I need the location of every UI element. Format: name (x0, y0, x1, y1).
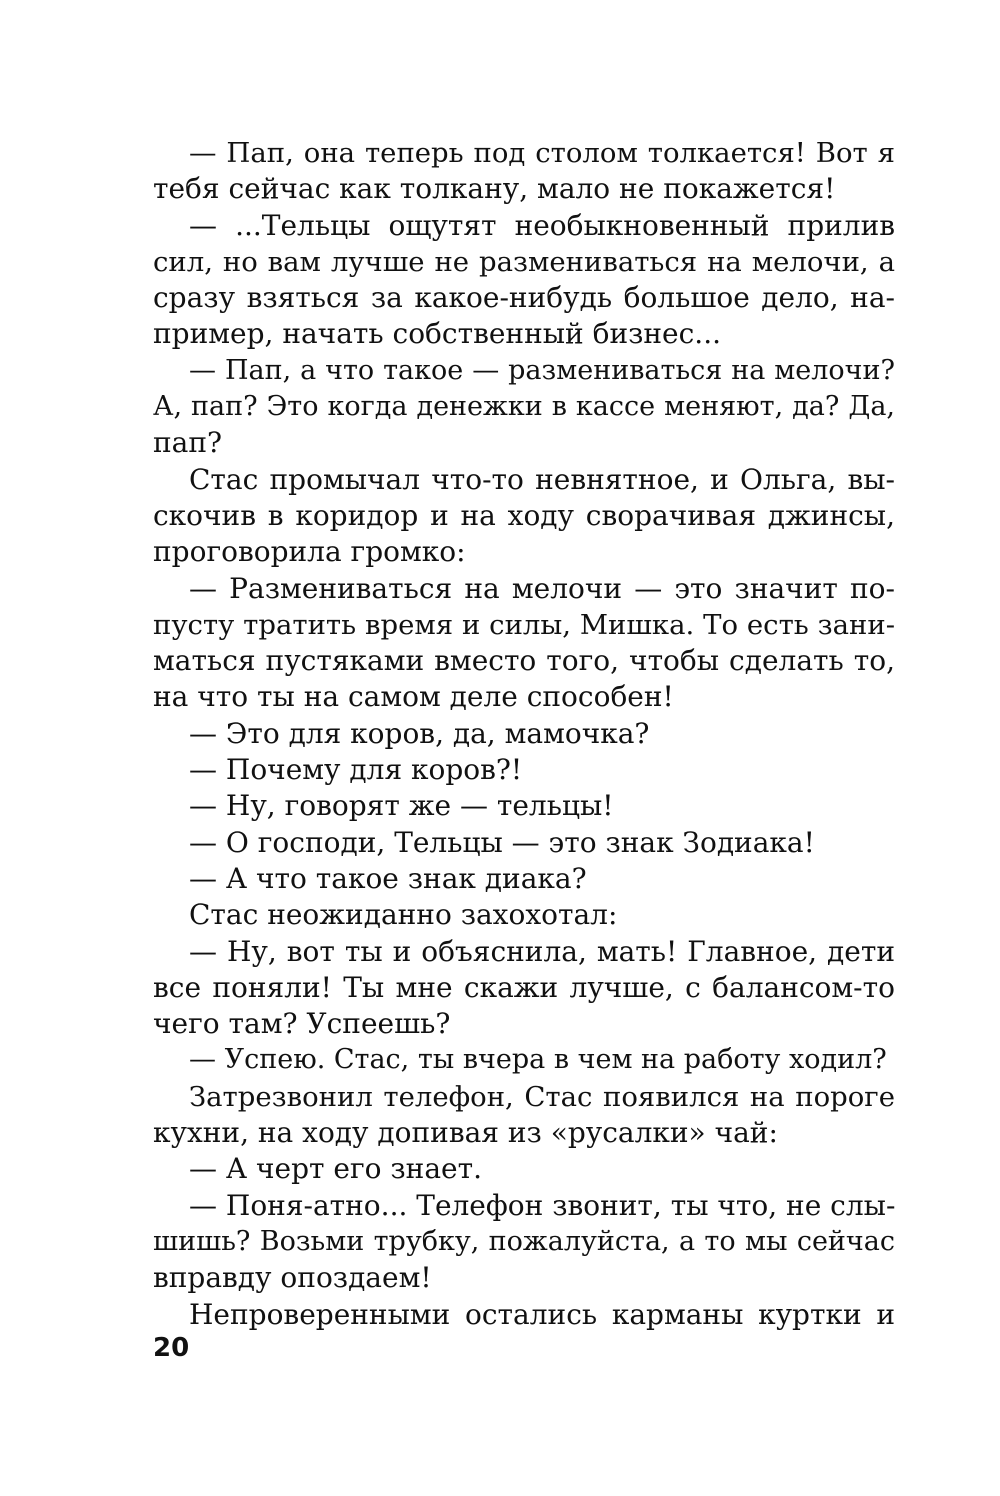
text-line: — Пап, она теперь под столом толкается! Вот я (189, 137, 895, 169)
text-line: — Поня-атно... Телефон звонит, ты что, не слы- (189, 1188, 896, 1222)
text-line: — Размениваться на мелочи — это значит по- (189, 571, 895, 605)
text-line: Стас неожиданно захохотал: (189, 898, 618, 932)
text-line: кухни, на ходу допивая из «русалки» чай: (153, 1116, 778, 1150)
text-line: тебя сейчас как толкану, мало не покажется! (153, 172, 836, 206)
page-number: 20 (153, 1333, 190, 1363)
text-line: — Это для коров, да, мамочка? (189, 716, 650, 750)
text-line: скочив в коридор и на ходу сворачивая джинсы, (153, 498, 895, 532)
text-line: — Пап, а что такое — размениваться на мелочи? (189, 354, 895, 386)
text-line: чего там? Успеешь? (153, 1007, 451, 1041)
body-text (153, 135, 895, 1333)
text-line: — А черт его знает. (189, 1152, 482, 1186)
text-line: — Почему для коров?! (189, 753, 523, 787)
text-line: — ...Тельцы ощутят необыкновенный прилив (189, 208, 895, 242)
text-line: — О господи, Тельцы — это знак Зодиака! (189, 825, 815, 859)
text-line: все поняли! Ты мне скажи лучше, с балансом-то (153, 970, 895, 1004)
text-line: Затрезвонил телефон, Стас появился на пороге (189, 1080, 895, 1113)
text-line: вправду опоздаем! (153, 1261, 432, 1295)
text-line: сразу взяться за какое-нибудь большое дело, на- (153, 281, 895, 315)
text-line: пример, начать собственный бизнес... (153, 317, 721, 351)
text-line: пап? (153, 426, 223, 460)
text-line: маться пустяками вместо того, чтобы сделать то, (153, 644, 895, 678)
text-line: на что ты на самом деле способен! (153, 680, 674, 714)
text-line: — А что такое знак диака? (189, 861, 587, 895)
text-line: — Успею. Стас, ты вчера в чем на работу ходил? (189, 1044, 887, 1076)
text-line: пусту тратить время и силы, Мишка. То есть зани- (153, 608, 895, 641)
text-line: Непроверенными остались карманы куртки и (189, 1297, 895, 1331)
text-line: — Ну, вот ты и объяснила, мать! Главное, дети (189, 934, 895, 968)
text-line: А, пап? Это когда денежки в кассе меняют, да? Да, (153, 391, 895, 423)
text-line: шишь? Возьми трубку, пожалуйста, а то мы сейчас (153, 1225, 895, 1257)
text-line: Стас промычал что-то невнятное, и Ольга, вы- (189, 462, 895, 496)
text-line: сил, но вам лучше не размениваться на мелочи, а (153, 245, 895, 278)
text-line: — Ну, говорят же — тельцы! (189, 789, 614, 823)
text-line: проговорила громко: (153, 535, 466, 569)
